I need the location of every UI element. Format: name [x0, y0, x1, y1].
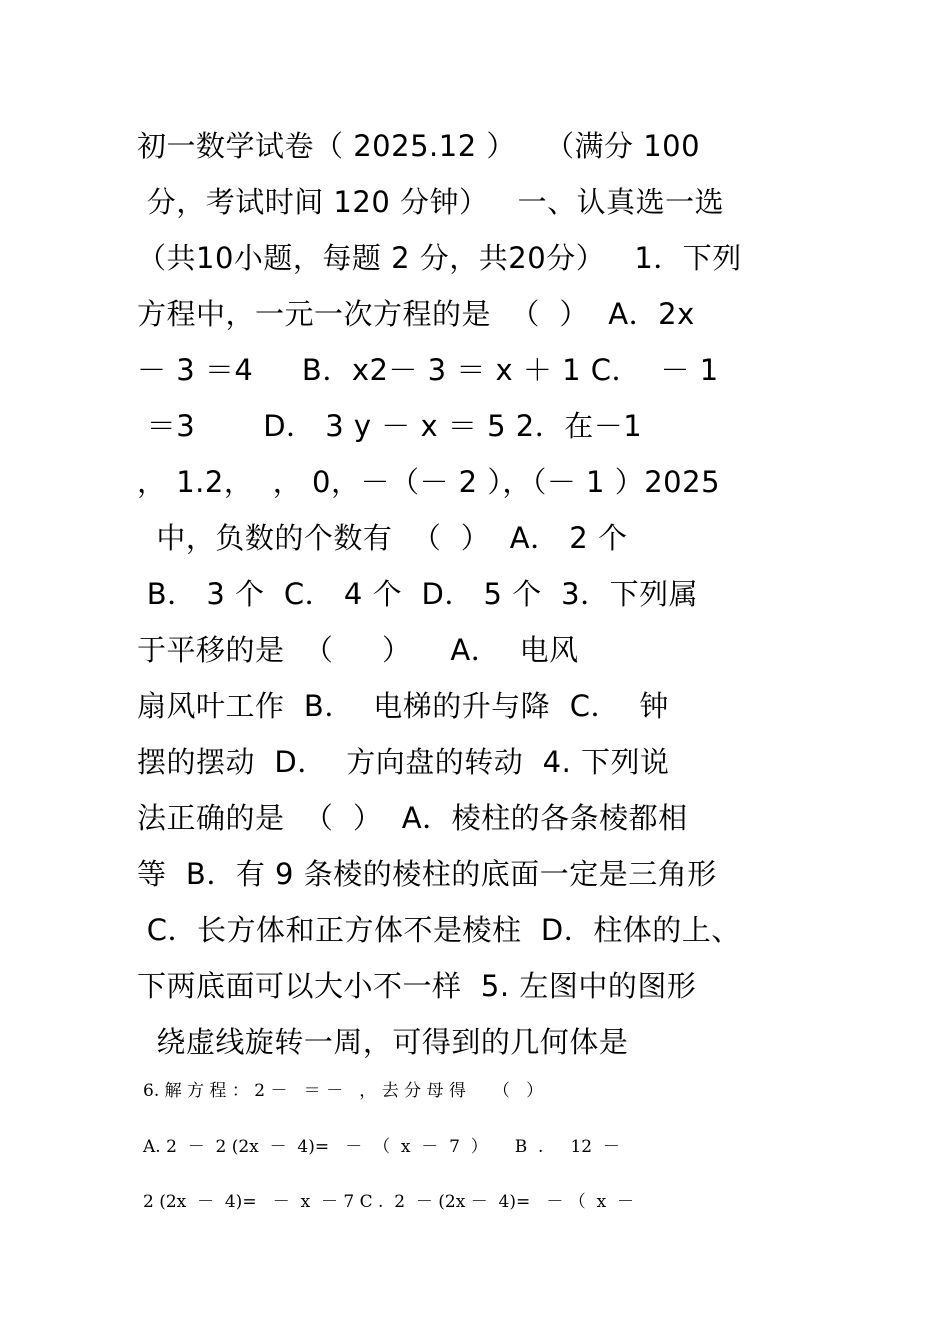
question-6-line-3: 2 (2x － 4)= － x － 7 C . 2 － (2x － 4)= － （ x － — [143, 1192, 635, 1212]
text-line-8: 中，负数的个数有 （ ） A． 2 个 — [137, 521, 628, 555]
text-line-15: C．长方体和正方体不是棱柱 D．柱体的上、 — [137, 913, 741, 947]
text-line-5: － 3 ＝4 B．x2－ 3 ＝ x ＋ 1 C． － 1 — [137, 353, 719, 387]
question-6-line-2: A. 2 － 2 (2x － 4)= － （ x － 7 ） B . 12 － — [143, 1137, 620, 1157]
text-line-11: 扇风叶工作 B． 电梯的升与降 C． 钟 — [137, 689, 669, 723]
text-line-7: ， 1.2， ， 0，－（－ 2 ），（－ 1 ）2025 — [137, 465, 721, 499]
text-line-10: 于平移的是 （ ） A． 电风 — [137, 633, 579, 667]
text-line-12: 摆的摆动 D． 方向盘的转动 4. 下列说 — [137, 745, 670, 779]
text-line-3: （共10小题，每题 2 分，共20分） 1．下列 — [137, 241, 742, 275]
text-line-6: ＝3 D． 3 y － x ＝ 5 2．在－1 — [137, 409, 643, 443]
text-line-13: 法正确的是 （ ） A．棱柱的各条棱都相 — [137, 801, 688, 835]
text-line-1: 初一数学试卷（ 2025.12 ） （满分 100 — [137, 129, 701, 163]
text-line-16: 下两底面可以大小不一样 5. 左图中的图形 — [137, 969, 697, 1003]
question-6-line-1: 6. 解 方 程 ： 2 － ＝ － ， 去 分 母 得 （ ） — [143, 1081, 544, 1101]
text-line-2: 分，考试时间 120 分钟） 一、认真选一选 — [137, 185, 725, 219]
text-line-14: 等 B．有 9 条棱的棱柱的底面一定是三角形 — [137, 857, 717, 891]
text-line-17: 绕虚线旋转一周，可得到的几何体是 — [137, 1025, 629, 1059]
text-line-4: 方程中，一元一次方程的是 （ ） A．2x — [137, 297, 695, 331]
text-line-9: B． 3 个 C． 4 个 D． 5 个 3．下列属 — [137, 577, 699, 611]
